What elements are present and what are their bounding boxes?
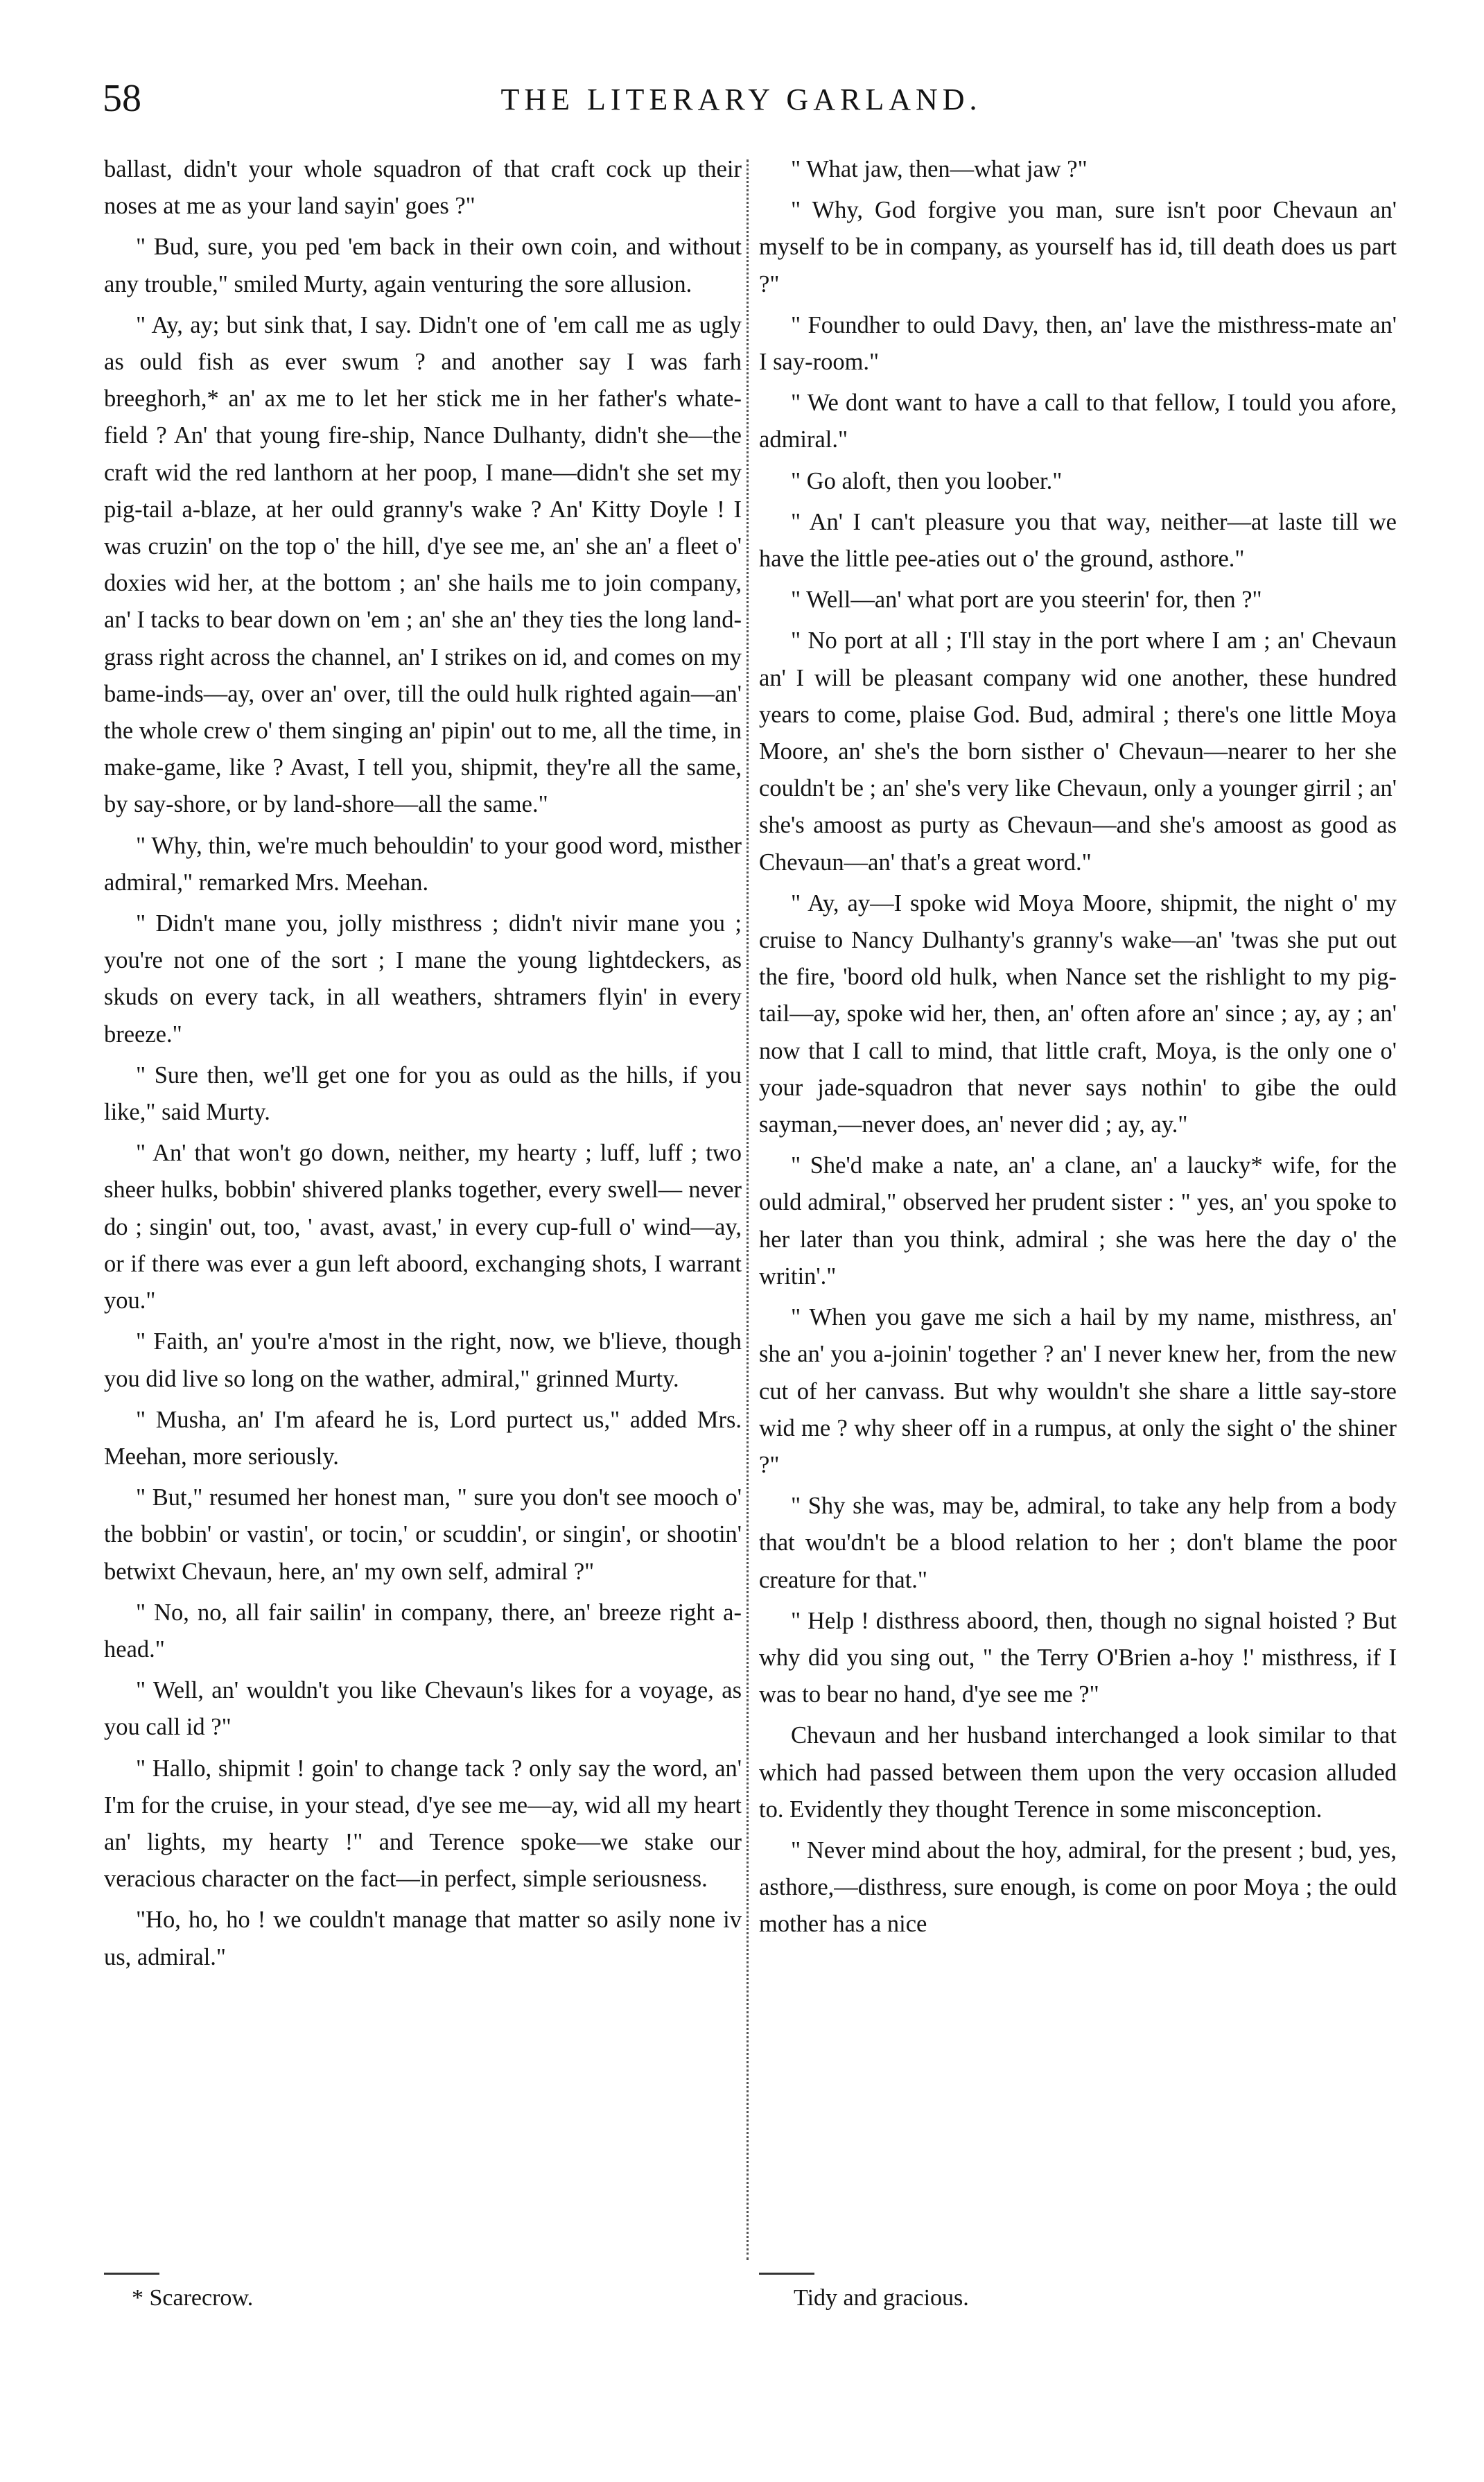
paragraph: " No, no, all fair sailin' in company, there, an' breeze right a-head." xyxy=(104,1599,742,1663)
paragraph: " Help ! disthress aboord, then, though no signal hoisted ? But why did you sing out, " the Terry O'Brien a-hoy !' misthress, if I was to bear no hand, d'ye see me ?" xyxy=(759,1607,1397,1708)
page-header xyxy=(103,76,1380,132)
footnote-right: Tidy and gracious. xyxy=(794,2285,969,2311)
paragraph: " Why, thin, we're much behouldin' to your good word, misther admiral," remarked Mrs. Meehan. xyxy=(104,832,742,896)
page-number: 58 xyxy=(103,77,141,120)
paragraph: " Well, an' wouldn't you like Chevaun's likes for a voyage, as you call id ?" xyxy=(104,1677,742,1741)
column-divider xyxy=(747,159,749,2260)
paragraph: " Didn't mane you, jolly misthress ; didn't nivir mane you ; you're not one of the sort ; I mane the young lightdeckers, as skuds on every tack, in all weathers, shtramers flyin' in every breeze." xyxy=(104,910,742,1048)
footnote-rule xyxy=(104,2273,159,2275)
paragraph: " Ay, ay—I spoke wid Moya Moore, shipmit, the night o' my cruise to Nancy Dulhanty's granny's wake—an' 'twas she put out the fire, 'boord old hulk, when Nance set the rishlight to my pig-tail—ay, spoke wid her, then, an' often afore an' since ; ay, ay ; an' now that I call to mind, that little craft, Moya, is the only one o' your jade-squadron that never says nothin' to gibe the ould sayman,—never does, an' never did ; ay, ay." xyxy=(759,889,1397,1138)
paragraph: ballast, didn't your whole squadron of that craft cock up their noses at me as your land sayin' goes ?" xyxy=(104,156,742,220)
running-title: THE LITERARY GARLAND. xyxy=(500,83,982,116)
footnote-rule xyxy=(759,2273,814,2275)
paragraph: " Go aloft, then you loober." xyxy=(791,467,1063,494)
paragraph: " We dont want to have a call to that fellow, I tould you afore, admiral." xyxy=(759,390,1397,453)
paragraph: " Never mind about the hoy, admiral, for the present ; bud, yes, asthore,—disthress, sure enough, is come on poor Moya ; the ould mother has a nice xyxy=(759,1837,1397,1938)
paragraph: " Well—an' what port are you steerin' for, then ?" xyxy=(791,587,1262,614)
paragraph: " An' that won't go down, neither, my hearty ; luff, luff ; two sheer hulks, bobbin' shivered planks together, every swell— never do ; singin' out, too, ' avast, avast,' in every cup-full o' wind—ay, or if there was ever a gun left aboord, exchanging shots, I warrant you." xyxy=(104,1140,742,1314)
left-column xyxy=(104,151,742,1980)
paragraph: Chevaun and her husband interchanged a look similar to that which had passed between them upon the very occasion alluded to. Evidently they thought Terence in some misconception. xyxy=(759,1722,1397,1823)
footnote-left: * Scarecrow. xyxy=(132,2285,254,2311)
paragraph: " An' I can't pleasure you that way, neither—at laste till we have the little pee-aties out o' the ground, asthore." xyxy=(759,508,1397,573)
paragraph: " Ay, ay; but sink that, I say. Didn't one of 'em call me as ugly as ould fish as ever swum ? and another say I was farh breeghorh,* an' ax me to let her stick me in her father's whate-field ? An' that young fire-ship, Nance Dulhanty, didn't she—the craft wid the red lanthorn at her poop, I mane—didn't she set my pig-tail a-blaze, at her ould granny's wake ? An' Kitty Doyle ! I was cruzin' on the top o' the hill, d'ye see me, an' she an' a fleet o' doxies wid her, at the bottom ; an' she hails me to join company, an' I tacks to bear down on 'em ; an' she an' they ties the long land-grass right across the channel, an' I strikes on id, and comes on my bame-inds—ay, over an' over, till the ould hulk righted again—an' the whole crew o' them singing an' pipin' out to me, all the time, in make-game, like ? Avast, I tell you, shipmit, they're all the same, by say-shore, or by land-shore—all the same." xyxy=(104,311,742,818)
paragraph: " No port at all ; I'll stay in the port where I am ; an' Chevaun an' I will be pleasant company wid one another, these hundred years to come, plaise God. Bud, admiral ; there's one little Moya Moore, an' she's the born sisther o' Chevaun—nearer to her she couldn't be ; an' she's very like Chevaun, only a younger girril ; an' she's amoost as purty as Chevaun—and she's amoost as good as Chevaun—an' that's a great word." xyxy=(759,627,1397,876)
paragraph: " She'd make a nate, an' a clane, an' a laucky* wife, for the ould admiral," observed her prudent sister : " yes, an' you spoke to her later than you think, admiral ; she was here the day o' the writin'." xyxy=(759,1152,1397,1290)
paragraph: " Shy she was, may be, admiral, to take any help from a body that wou'dn't be a blood relation to her ; don't blame the poor creature for that." xyxy=(759,1493,1397,1593)
paragraph: " What jaw, then—what jaw ?" xyxy=(791,156,1088,182)
paragraph: " But," resumed her honest man, " sure you don't see mooch o' the bobbin' or vastin', or tocin,' or scuddin', or singin', or shootin' betwixt Chevaun, here, an' my own self, admiral ?" xyxy=(104,1484,742,1585)
paragraph: " Musha, an' I'm afeard he is, Lord purtect us," added Mrs. Meehan, more seriously. xyxy=(104,1406,742,1470)
paragraph: " Hallo, shipmit ! goin' to change tack ? only say the word, an' I'm for the cruise, in your stead, d'ye see me—ay, wid all my heart an' lights, my hearty !" and Terence spoke—we stake our veracious character on the fact—in perfect, simple seriousness. xyxy=(104,1755,742,1893)
paragraph: "Ho, ho, ho ! we couldn't manage that matter so asily none iv us, admiral." xyxy=(104,1907,742,1970)
paragraph: " Bud, sure, you ped 'em back in their own coin, and without any trouble," smiled Murty, again venturing the sore allusion. xyxy=(104,234,742,297)
paragraph: " Foundher to ould Davy, then, an' lave the misthress-mate an' I say-room." xyxy=(759,311,1397,376)
right-column xyxy=(759,151,1397,1947)
paragraph: " When you gave me sich a hail by my name, misthress, an' she an' you a-joinin' together ? an' I never knew her, from the new cut of her canvass. But why wouldn't she share a little say-store wid me ? why sheer off in a rumpus, at only the sight o' the shiner ?" xyxy=(759,1304,1397,1478)
paragraph: " Sure then, we'll get one for you as ould as the hills, if you like," said Murty. xyxy=(104,1061,742,1126)
paragraph: " Faith, an' you're a'most in the right, now, we b'lieve, though you did live so long on the wather, admiral," grinned Murty. xyxy=(104,1328,742,1392)
paragraph: " Why, God forgive you man, sure isn't poor Chevaun an' myself to be in company, as yourself has id, till death does us part ?" xyxy=(759,197,1397,297)
